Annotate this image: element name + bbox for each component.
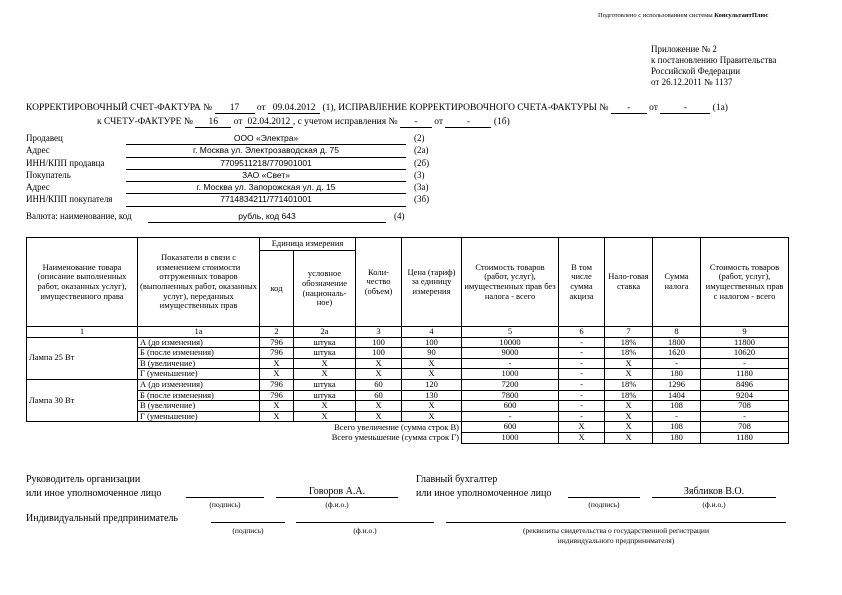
- table-cell: 796: [260, 379, 294, 390]
- table-cell: 796: [260, 337, 294, 348]
- table-cell: 60: [356, 390, 402, 401]
- table-cell: X: [559, 422, 605, 433]
- table-cell: 796: [260, 348, 294, 359]
- table-cell: 1: [27, 327, 138, 338]
- table-cell: X: [260, 401, 294, 412]
- table-cell: 600: [462, 401, 559, 412]
- table-cell: 120: [402, 379, 462, 390]
- table-row: [27, 348, 789, 359]
- table-cell: 1620: [653, 348, 701, 359]
- total-increase-row: [27, 422, 789, 433]
- table-cell: X: [605, 422, 653, 433]
- table-cell: 1000: [462, 432, 559, 443]
- table-cell: 18%: [605, 337, 653, 348]
- table-cell: X: [260, 411, 294, 422]
- table-cell: -: [462, 411, 559, 422]
- header-cost: Стоимость товаров (работ, услуг), имущественных прав без налога - всего: [462, 238, 559, 327]
- table-cell: X: [402, 401, 462, 412]
- table-cell: -: [559, 411, 605, 422]
- appendix-block: Приложение № 2 к постановлению Правительства Российской Федерации от 26.12.2011 № 1137: [651, 44, 777, 87]
- column-numbers-row: [27, 327, 789, 338]
- header-excise: В том числе сумма акциза: [559, 238, 605, 327]
- top-note: Подготовлено с использованием системы КонсультантПлюс: [598, 12, 769, 19]
- table-cell: 108: [653, 401, 701, 412]
- corr-invoice-number: 17: [215, 103, 255, 114]
- table-cell: 9000: [462, 348, 559, 359]
- field-currency: Валюта: наименование, код рубль, код 643 (4): [26, 211, 442, 223]
- table-cell: X: [605, 369, 653, 380]
- table-cell: -: [559, 379, 605, 390]
- table-cell: штука: [294, 348, 356, 359]
- entrepreneur-reg-caption: (реквизиты свидетельства о государственной регистрации индивидуального предпринимателя): [523, 526, 709, 545]
- table-cell: 108: [653, 422, 701, 433]
- table-row: [27, 379, 789, 390]
- entrepreneur-reg-line: [446, 522, 786, 523]
- table-cell: А (до изменения): [138, 337, 260, 348]
- header-rate: Нало-говая ставка: [605, 238, 653, 327]
- table-cell: В (увеличение): [138, 401, 260, 412]
- table-cell: штука: [294, 379, 356, 390]
- header-qty: Коли-чество (объем): [356, 238, 402, 327]
- field-buyer-inn: ИНН/КПП покупателя 7714834211/771401001 (3б): [26, 194, 442, 206]
- table-cell: 100: [402, 337, 462, 348]
- table-cell: 11800: [701, 337, 789, 348]
- table-cell: 5: [462, 327, 559, 338]
- table-cell: -: [559, 348, 605, 359]
- table-cell: А (до изменения): [138, 379, 260, 390]
- table-cell: X: [356, 411, 402, 422]
- table-cell: штука: [294, 337, 356, 348]
- entrepreneur-signature-line: [211, 522, 285, 523]
- accountant-name: Зябликов В.О.: [652, 486, 776, 498]
- title-line-1: КОРРЕКТИРОВОЧНЫЙ СЧЕТ-ФАКТУРА № 17 от 09.04.2012 (1), ИСПРАВЛЕНИЕ КОРРЕКТИРОВОЧНОГО СЧЕТА-ФАКТУРЫ № - от - (1а): [26, 103, 728, 113]
- field-seller: Продавец ООО «Электра» (2): [26, 133, 442, 145]
- table-cell: В (увеличение): [138, 358, 260, 369]
- table-row: [27, 369, 789, 380]
- table-cell: 600: [462, 422, 559, 433]
- header-price: Цена (тариф) за единицу измерения: [402, 238, 462, 327]
- title-line-2: к СЧЕТУ-ФАКТУРЕ № 16 от 02.04.2012 , с учетом исправления № - от - (1б): [97, 117, 510, 127]
- table-cell: -: [559, 358, 605, 369]
- invoice-date: 02.04.2012: [245, 117, 293, 128]
- head-signature-line: [186, 497, 264, 498]
- corr-invoice-date: 09.04.2012: [268, 103, 320, 114]
- table-cell: 1а: [138, 327, 260, 338]
- field-seller-inn: ИНН/КПП продавца 7709511218/770901001 (2б): [26, 158, 442, 170]
- table-cell: 1404: [653, 390, 701, 401]
- product-name: Лампа 25 Вт: [27, 337, 138, 379]
- invoice-table: [26, 237, 789, 444]
- table-cell: 180: [653, 369, 701, 380]
- table-cell: X: [402, 411, 462, 422]
- table-cell: штука: [294, 390, 356, 401]
- invoice-number: 16: [195, 117, 231, 128]
- table-cell: 1000: [462, 369, 559, 380]
- table-cell: 1800: [653, 337, 701, 348]
- table-cell: -: [559, 390, 605, 401]
- table-cell: X: [260, 358, 294, 369]
- table-cell: -: [653, 411, 701, 422]
- table-cell: X: [294, 411, 356, 422]
- entrepreneur-label: Индивидуальный предприниматель: [26, 513, 178, 524]
- table-cell: 2: [260, 327, 294, 338]
- party-fields: [26, 133, 442, 223]
- table-row: [27, 337, 789, 348]
- product-name: Лампа 30 Вт: [27, 379, 138, 421]
- table-cell: 100: [356, 337, 402, 348]
- table-cell: -: [559, 401, 605, 412]
- table-cell: X: [402, 358, 462, 369]
- table-cell: 9: [701, 327, 789, 338]
- table-cell: 2а: [294, 327, 356, 338]
- table-cell: 180: [653, 432, 701, 443]
- entrepreneur-name-line: [296, 522, 434, 523]
- table-cell: 7200: [462, 379, 559, 390]
- table-cell: 9204: [701, 390, 789, 401]
- table-cell: 8: [653, 327, 701, 338]
- total-decrease-row: [27, 432, 789, 443]
- table-cell: 90: [402, 348, 462, 359]
- table-cell: -: [701, 411, 789, 422]
- header-unit-code: код: [260, 251, 294, 327]
- table-row: [27, 358, 789, 369]
- table-cell: 1180: [701, 432, 789, 443]
- table-cell: X: [402, 369, 462, 380]
- table-cell: Г (уменьшение): [138, 411, 260, 422]
- table-cell: X: [605, 411, 653, 422]
- table-cell: X: [294, 369, 356, 380]
- header-tax: Сумма налога: [653, 238, 701, 327]
- table-cell: 708: [701, 422, 789, 433]
- accountant-signature-line: [568, 497, 640, 498]
- table-cell: 7: [605, 327, 653, 338]
- table-cell: X: [356, 401, 402, 412]
- table-cell: 1180: [701, 369, 789, 380]
- table-cell: -: [462, 358, 559, 369]
- table-cell: 10000: [462, 337, 559, 348]
- header-unit-symbol: условное обозначение (националь-ное): [294, 251, 356, 327]
- table-cell: X: [559, 432, 605, 443]
- table-cell: 100: [356, 348, 402, 359]
- table-cell: X: [294, 358, 356, 369]
- table-cell: 130: [402, 390, 462, 401]
- table-cell: 7800: [462, 390, 559, 401]
- table-cell: -: [559, 369, 605, 380]
- table-cell: X: [356, 369, 402, 380]
- table-row: [27, 401, 789, 412]
- table-cell: Всего уменьшение (сумма строк Г): [27, 432, 462, 443]
- table-cell: X: [605, 401, 653, 412]
- table-cell: 10620: [701, 348, 789, 359]
- table-cell: 18%: [605, 379, 653, 390]
- table-cell: Всего увеличение (сумма строк В): [27, 422, 462, 433]
- table-header-row: [27, 238, 789, 251]
- header-unit: Единица измерения: [260, 238, 356, 251]
- table-cell: X: [356, 358, 402, 369]
- table-cell: X: [294, 401, 356, 412]
- table-cell: Б (после изменения): [138, 390, 260, 401]
- field-seller-address: Адрес г. Москва ул. Электрозаводская д. 75 (2а): [26, 145, 442, 157]
- table-cell: -: [701, 358, 789, 369]
- table-cell: 4: [402, 327, 462, 338]
- table-cell: Г (уменьшение): [138, 369, 260, 380]
- table-cell: X: [605, 358, 653, 369]
- header-total: Стоимость товаров (работ, услуг), имущественных прав с налогом - всего: [701, 238, 789, 327]
- table-cell: X: [260, 369, 294, 380]
- table-cell: -: [653, 358, 701, 369]
- accountant-signature-block: Главный бухгалтер или иное уполномоченное лицо: [416, 474, 552, 499]
- table-cell: Б (после изменения): [138, 348, 260, 359]
- field-buyer-address: Адрес г. Москва ул. Запорожская ул. д. 15 (3а): [26, 182, 442, 194]
- table-cell: 6: [559, 327, 605, 338]
- header-indicators: Показатели в связи с изменением стоимости отгруженных товаров (выполненных работ, оказанных услуг), переданных имущественных прав: [138, 238, 260, 327]
- table-cell: 8496: [701, 379, 789, 390]
- header-name: Наименование товара (описание выполненных работ, оказанных услуг), имущественного права: [27, 238, 138, 327]
- table-row: [27, 411, 789, 422]
- table-cell: 18%: [605, 348, 653, 359]
- field-buyer: Покупатель ЗАО «Свет» (3): [26, 170, 442, 182]
- head-name: Говоров А.А.: [276, 486, 398, 498]
- head-signature-block: Руководитель организации или иное уполномоченное лицо: [26, 474, 162, 499]
- table-cell: 60: [356, 379, 402, 390]
- table-cell: -: [559, 337, 605, 348]
- table-row: [27, 390, 789, 401]
- table-cell: 796: [260, 390, 294, 401]
- table-cell: 3: [356, 327, 402, 338]
- table-cell: X: [605, 432, 653, 443]
- table-cell: 18%: [605, 390, 653, 401]
- table-cell: 708: [701, 401, 789, 412]
- table-cell: 1296: [653, 379, 701, 390]
